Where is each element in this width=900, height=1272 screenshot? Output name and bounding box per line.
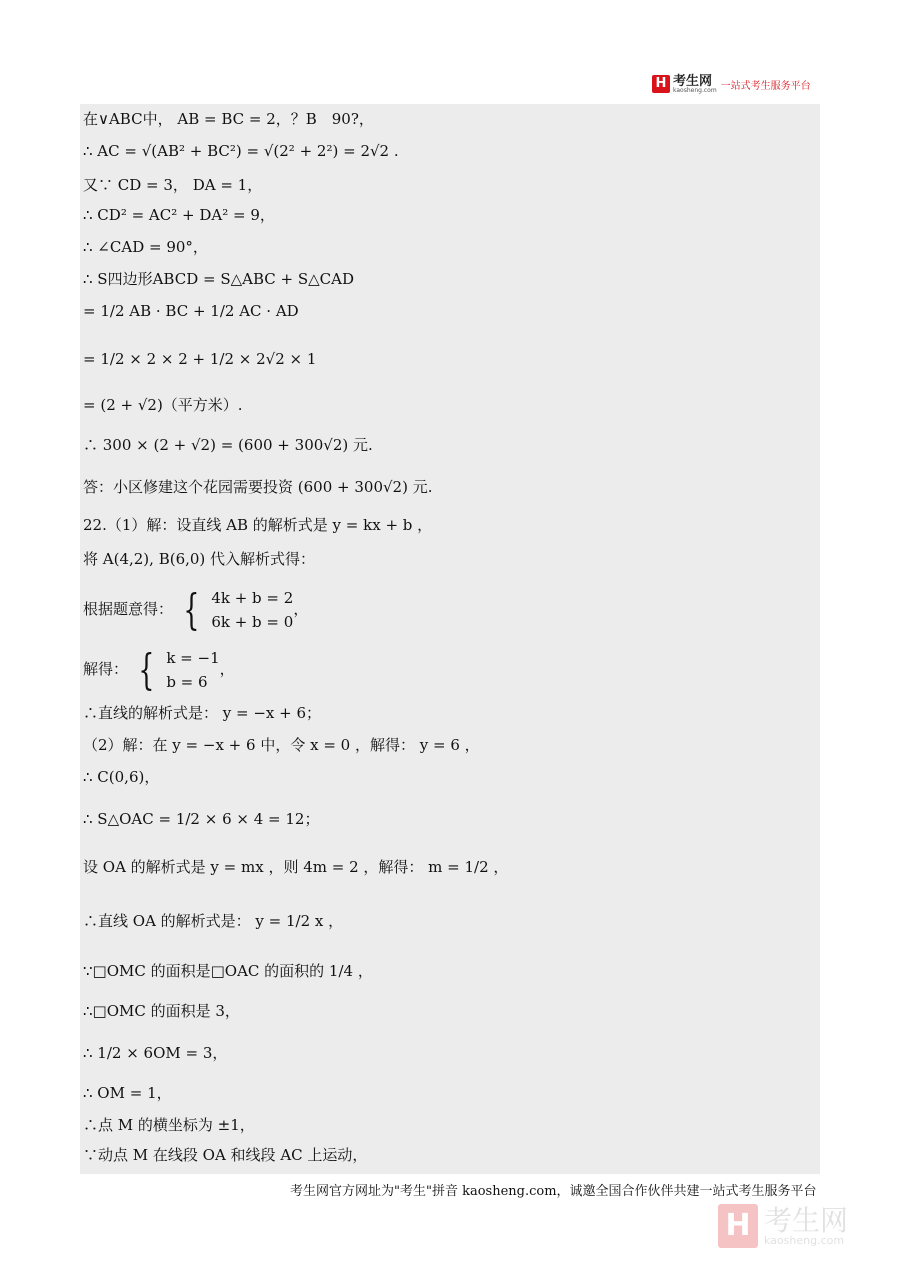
watermark-icon: H (718, 1204, 758, 1248)
header-logo (652, 72, 822, 96)
solution-line: ∴直线的解析式是： y = −x + 6； (83, 704, 322, 722)
solution-line: ∴ 300 × (2 + √2) = (600 + 300√2) 元. (83, 436, 373, 454)
watermark-domain: kaosheng.com (764, 1233, 845, 1247)
system-equation: k = −1 (166, 649, 220, 667)
solution-line: （2）解：在 y = −x + 6 中，令 x = 0 ，解得： y = 6 ， (83, 736, 480, 754)
logo-domain: kaosheng.com (673, 86, 717, 94)
system-equation: b = 6 (166, 673, 208, 691)
watermark-name: 考生网 (764, 1203, 849, 1237)
solution-line: 22.（1）解：设直线 AB 的解析式是 y = kx + b ， (83, 516, 433, 534)
solution-line-label: 解得： (83, 660, 129, 678)
equation-system: 根据题意得： { 4k + b = 2 6k + b = 0 ， (83, 585, 309, 634)
solution-line: 又∵ CD = 3， DA = 1， (83, 176, 263, 194)
solution-line: ∴ CD² = AC² + DA² = 9， (83, 206, 275, 224)
system-equations (166, 646, 219, 694)
solution-line-body: 1/2 AB · BC + 1/2 AC · AD (100, 302, 299, 320)
footer-text: 考生网官方网址为"考生"拼音 kaosheng.com，诚邀全国合作伙伴共建一站式考生服务平台 (290, 1184, 817, 1199)
solution-line: ∵□OMC 的面积是□OAC 的面积的 1/4 ， (83, 962, 373, 980)
solution-line: 设 OA 的解析式是 y = mx ，则 4m = 2 ，解得： m = 1/2 ， (83, 858, 509, 876)
solution-line: ∴ S△OAC = 1/2 × 6 × 4 = 12； (83, 810, 320, 828)
system-equation: 6k + b = 0 (211, 613, 294, 631)
solution-line: 将 A(4,2), B(6,0) 代入解析式得： (83, 550, 316, 568)
logo-name: 考生网 (673, 73, 713, 89)
solution-line: ∴ ∠CAD = 90°， (83, 238, 208, 256)
solution-line-label: 根据题意得： (83, 600, 174, 618)
solution-content (80, 104, 820, 1174)
solution-system: 解得： { k = −1 b = 6 ， (83, 645, 235, 694)
system-equations (211, 586, 293, 634)
logo-text (673, 75, 717, 94)
system-equation: 4k + b = 2 (211, 589, 294, 607)
solution-line: ∴ AC = √(AB² + BC²) = √(2² + 2²) = 2√2 . (83, 142, 399, 160)
solution-line: ∴ 1/2 × 6OM = 3， (83, 1044, 228, 1062)
solution-line: = (2 + √2)（平方米）. (83, 396, 243, 414)
solution-line: ∴ OM = 1， (83, 1084, 172, 1102)
brace-icon: { (183, 585, 200, 634)
brace-icon: { (138, 645, 155, 694)
solution-line: ∵动点 M 在线段 OA 和线段 AC 上运动， (83, 1146, 368, 1164)
watermark-text (764, 1203, 849, 1247)
solution-line-body: 1/2 × 2 × 2 + 1/2 × 2√2 × 1 (100, 350, 317, 368)
solution-line: ∴ C(0,6)， (83, 768, 160, 786)
solution-line: = 1/2 × 2 × 2 + 1/2 × 2√2 × 1 (83, 350, 317, 368)
solution-line: 在∨ABC中， AB = BC = 2，？B 90?， (83, 110, 374, 128)
solution-line: 答：小区修建这个花园需要投资 (600 + 300√2) 元. (83, 478, 433, 496)
solution-line: ∴□OMC 的面积是 3， (83, 1002, 240, 1020)
solution-line: ∴点 M 的横坐标为 ±1， (83, 1116, 255, 1134)
solution-line: = 1/2 AB · BC + 1/2 AC · AD (83, 302, 299, 320)
watermark-logo (718, 1200, 888, 1252)
solution-line: ∴ S四边形ABCD = S△ABC + S△CAD (83, 270, 355, 288)
solution-line: ∴直线 OA 的解析式是： y = 1/2 x ， (83, 912, 344, 930)
logo-icon: H (652, 75, 670, 93)
logo-slogan: 一站式考生服务平台 (720, 80, 811, 92)
